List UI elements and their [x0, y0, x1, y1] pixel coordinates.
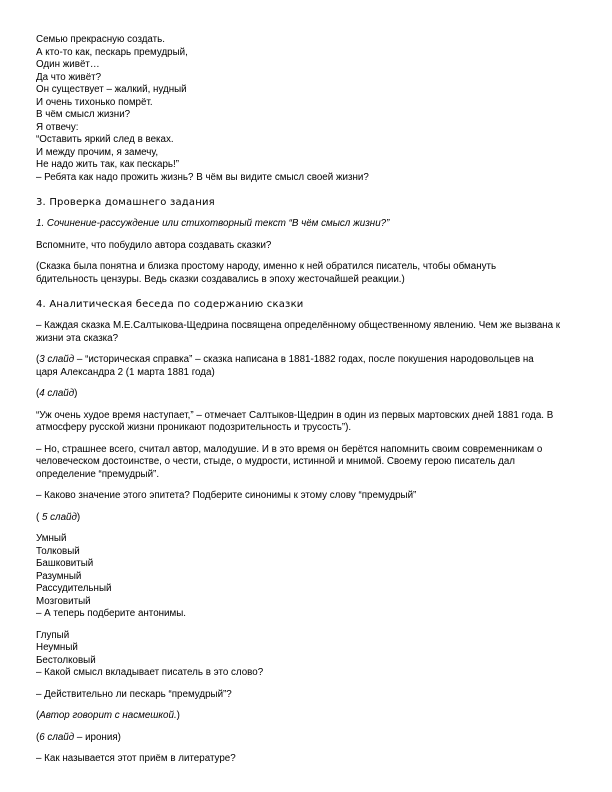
- poem-line: Один живёт…: [36, 59, 100, 70]
- antonym-list: [36, 630, 576, 680]
- poem-line: Семью прекрасную создать.: [36, 34, 165, 45]
- paragraph-cowardice: [36, 444, 576, 482]
- open-paren: (: [36, 388, 40, 399]
- close-paren: ): [176, 710, 180, 721]
- document-page: [36, 34, 576, 766]
- paragraph-intro: [36, 320, 576, 345]
- really-wise-question: – Действительно ли пескарь “премудрый”?: [36, 688, 232, 700]
- poem-line: Да что живёт?: [36, 71, 102, 83]
- meaning-question: – Какой смысл вкладывает писатель в это слово?: [36, 667, 264, 678]
- close-paren: ): [76, 511, 81, 523]
- slide-label: 4 слайд: [39, 388, 75, 399]
- paragraph-quote: [36, 410, 576, 435]
- paragraph-slide-4: [36, 388, 576, 401]
- paragraph-line: – Каждая сказка М.Е.Салтыкова-Щедрина посвящена определённому общественному явлению. Чем же вызвана к: [36, 320, 561, 331]
- poem-line: “Оставить яркий след в веках.: [36, 134, 174, 145]
- open-paren: (: [36, 354, 40, 365]
- list-item: Толковый: [36, 545, 80, 557]
- antonyms-prompt: – А теперь подберите антонимы.: [36, 608, 187, 619]
- paragraph-line: определение “премудрый”.: [36, 468, 160, 480]
- slide-6-text: – ирония): [74, 731, 121, 743]
- poem-line: Не надо жить так, как пескарь!”: [36, 159, 179, 170]
- author-note: [36, 710, 576, 723]
- literary-device-question: – Как называется этот приём в литературе?: [36, 753, 236, 764]
- poem-line: А кто-то как, пескарь премудрый,: [36, 46, 188, 58]
- paragraph-line: царя Александра 2 (1 марта 1881 года): [36, 366, 215, 378]
- poem-line: Я отвечу:: [36, 121, 79, 133]
- slide-3-text: – “историческая справка” – сказка написана в 1881-1882 годах, после покушения народовольцев на: [74, 354, 534, 365]
- poem-line: В чём смысл жизни?: [36, 109, 131, 120]
- list-item: Рассудительный: [36, 583, 112, 594]
- list-item: Бестолковый: [36, 654, 96, 666]
- section-4-heading: 4. Аналитическая беседа по содержанию сказки: [36, 299, 304, 310]
- list-item: Мозговитый: [36, 595, 91, 607]
- close-paren: ): [74, 388, 78, 399]
- slide-label: 5 слайд: [41, 511, 77, 523]
- list-item: Башковитый: [36, 558, 94, 569]
- poem-block: [36, 34, 576, 184]
- homework-task: [36, 218, 576, 231]
- paragraph-line: [36, 354, 576, 367]
- open-paren: (: [36, 511, 42, 523]
- paragraph-line: жизни эта сказка?: [36, 332, 119, 344]
- paragraph-slide-6: [36, 732, 576, 745]
- paragraph-line: атмосферу русской жизни проникают подозрительность и трусость”).: [36, 422, 352, 433]
- section-3-heading: 3. Проверка домашнего задания: [36, 197, 215, 208]
- paragraph-slide-3: [36, 354, 576, 379]
- author-note-text: Автор говорит с насмешкой.: [39, 710, 177, 721]
- list-item: Глупый: [36, 629, 70, 641]
- homework-task-text: 1. Сочинение-рассуждение или стихотворный текст “В чём смысл жизни?”: [36, 218, 390, 229]
- open-paren: (: [36, 710, 40, 721]
- slide-label: 6 слайд: [39, 731, 75, 743]
- answer-line: бдительность цензуры. Ведь сказки создавались в эпоху жесточайшей реакции.): [36, 273, 405, 285]
- epithet-question: – Каково значение этого эпитета? Подберите синонимы к этому слову “премудрый”: [36, 490, 417, 501]
- poem-line: Он существует – жалкий, нудный: [36, 84, 187, 95]
- poem-line: И очень тихонько помрёт.: [36, 96, 153, 108]
- open-paren: (: [36, 731, 40, 743]
- poem-line: И между прочим, я замечу,: [36, 146, 159, 158]
- synonym-list: [36, 533, 576, 621]
- slide-label: 3 слайд: [39, 354, 75, 365]
- paragraph-line: человеческом достоинстве, о чести, стыде, о мудрости, истинной и мнимой. Своему герою писатель дал: [36, 456, 516, 467]
- poem-question: – Ребята как надо прожить жизнь? В чём вы видите смысл своей жизни?: [36, 171, 369, 183]
- homework-question: Вспомните, что побудило автора создавать сказки?: [36, 239, 272, 251]
- paragraph-slide-5: [36, 512, 576, 525]
- homework-answer: [36, 261, 576, 286]
- list-item: Умный: [36, 533, 67, 544]
- answer-line: (Сказка была понятна и близка простому народу, именно к ней обратился писатель, чтобы обмануть: [36, 261, 497, 272]
- list-item: Разумный: [36, 570, 82, 582]
- paragraph-line: “Уж очень худое время наступает,” – отмечает Салтыков-Щедрин в один из первых мартовских дней 1881 года. В: [36, 409, 554, 421]
- list-item: Неумный: [36, 642, 78, 653]
- paragraph-line: – Но, страшнее всего, считал автор, малодушие. И в это время он берётся напомнить своим современникам о: [36, 443, 543, 455]
